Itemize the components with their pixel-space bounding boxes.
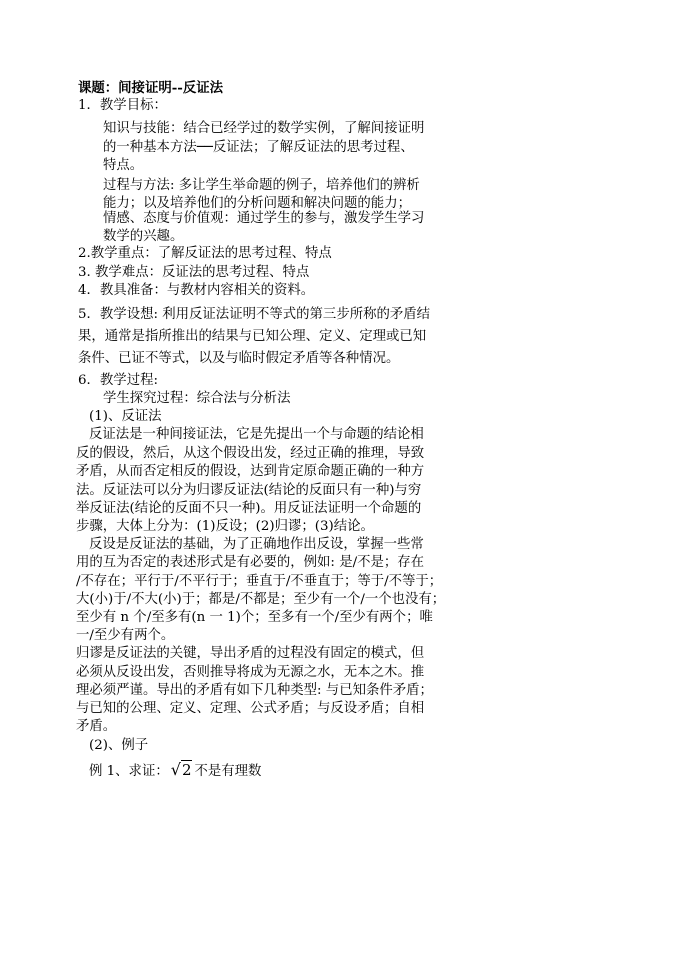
teaching-idea-line: 5．教学设想: 利用反证法证明不等式的第三步所称的矛盾结: [78, 307, 431, 322]
paragraph-line: 至少有 n 个/至多有(n 一 1)个；至多有一个/至少有两个；唯: [76, 610, 433, 625]
paragraph-line: 反证法是一种间接证法，它是先提出一个与命题的结论相: [89, 427, 424, 442]
paragraph-line: 与已知的公理、定义、定理、公式矛盾；与反设矛盾；自相: [76, 701, 425, 716]
objectives-knowledge-line: 的一种基本方法──反证法；了解反证法的思考过程、: [103, 140, 414, 155]
objectives-process-line: 能力；以及培养他们的分析问题和解决问题的能力；: [103, 196, 411, 211]
objectives-knowledge-line: 知识与技能：结合已经学过的数学实例，了解间接证明: [103, 121, 425, 136]
paragraph-line: 理必须严谨。导出的矛盾有如下几种类型: 与已知条件矛盾；: [76, 683, 433, 698]
paragraph-line: /不存在；平行于/不平行于；垂直于/不垂直于；等于/不等于；: [76, 574, 443, 589]
subsection-reductio: (1)、反证法: [89, 409, 162, 424]
radicand: 2: [181, 761, 192, 779]
objectives-process-line: 过程与方法: 多让学生举命题的例子，培养他们的辨析: [103, 178, 420, 193]
example-statement: 不是有理数: [194, 764, 262, 779]
paragraph-line: 用的互为否定的表述形式是有必要的，例如: 是/不是；存在: [76, 555, 425, 570]
key-points: 2.教学重点：了解反证法的思考过程、特点: [78, 246, 332, 261]
paragraph-line: 法。反证法可以分为归谬反证法(结论的反面只有一种)与穷: [76, 483, 422, 498]
objectives-attitude-line: 情感、态度与价值观：通过学生的参与，激发学生学习: [103, 211, 425, 226]
radical-sign-icon: √: [170, 760, 181, 779]
paragraph-line: 归谬是反证法的关键，导出矛盾的过程没有固定的模式，但: [76, 646, 425, 661]
lesson-title: 课题：间接证明--反证法: [78, 80, 224, 96]
objectives-knowledge-line: 特点。: [103, 158, 144, 173]
objectives-attitude-line: 数学的兴趣。: [103, 229, 184, 244]
paragraph-line: 一/至少有两个。: [76, 628, 175, 643]
difficult-points: 3. 教学难点：反证法的思考过程、特点: [78, 265, 310, 280]
example-1: [89, 761, 261, 781]
paragraph-line: 大(小)于/不大(小)于；都是/不都是；至少有一个/一个也没有；: [76, 592, 446, 607]
teaching-idea-line: 条件、已证不等式，以及与临时假定矛盾等各种情况。: [78, 351, 400, 366]
process-intro: 学生探究过程：综合法与分析法: [103, 391, 291, 406]
process-heading: 6．教学过程:: [78, 373, 158, 388]
subsection-examples: (2)、例子: [89, 738, 149, 753]
paragraph-line: 矛盾。: [76, 719, 117, 734]
teaching-idea-line: 果，通常是指所推出的结果与已知公理、定义、定理或已知: [78, 329, 427, 344]
example-label: 例 1、求证：: [89, 764, 169, 779]
teaching-aids: 4．教具准备：与教材内容相关的资料。: [78, 283, 315, 298]
square-root-expression: [171, 761, 193, 779]
paragraph-line: 反设是反证法的基础，为了正确地作出反设，掌握一些常: [89, 537, 424, 552]
paragraph-line: 举反证法(结论的反面不只一种)。用反证法证明一个命题的: [76, 501, 422, 516]
paragraph-line: 必须从反设出发，否则推导将成为无源之水，无本之木。推: [76, 665, 425, 680]
objectives-heading: 1．教学目标：: [78, 98, 167, 113]
paragraph-line: 反的假设，然后，从这个假设出发，经过正确的推理，导致: [76, 446, 425, 461]
paragraph-line: 步骤，大体上分为：(1)反设；(2)归谬；(3)结论。: [76, 519, 374, 534]
paragraph-line: 矛盾，从而否定相反的假设，达到肯定原命题正确的一种方: [76, 464, 425, 479]
